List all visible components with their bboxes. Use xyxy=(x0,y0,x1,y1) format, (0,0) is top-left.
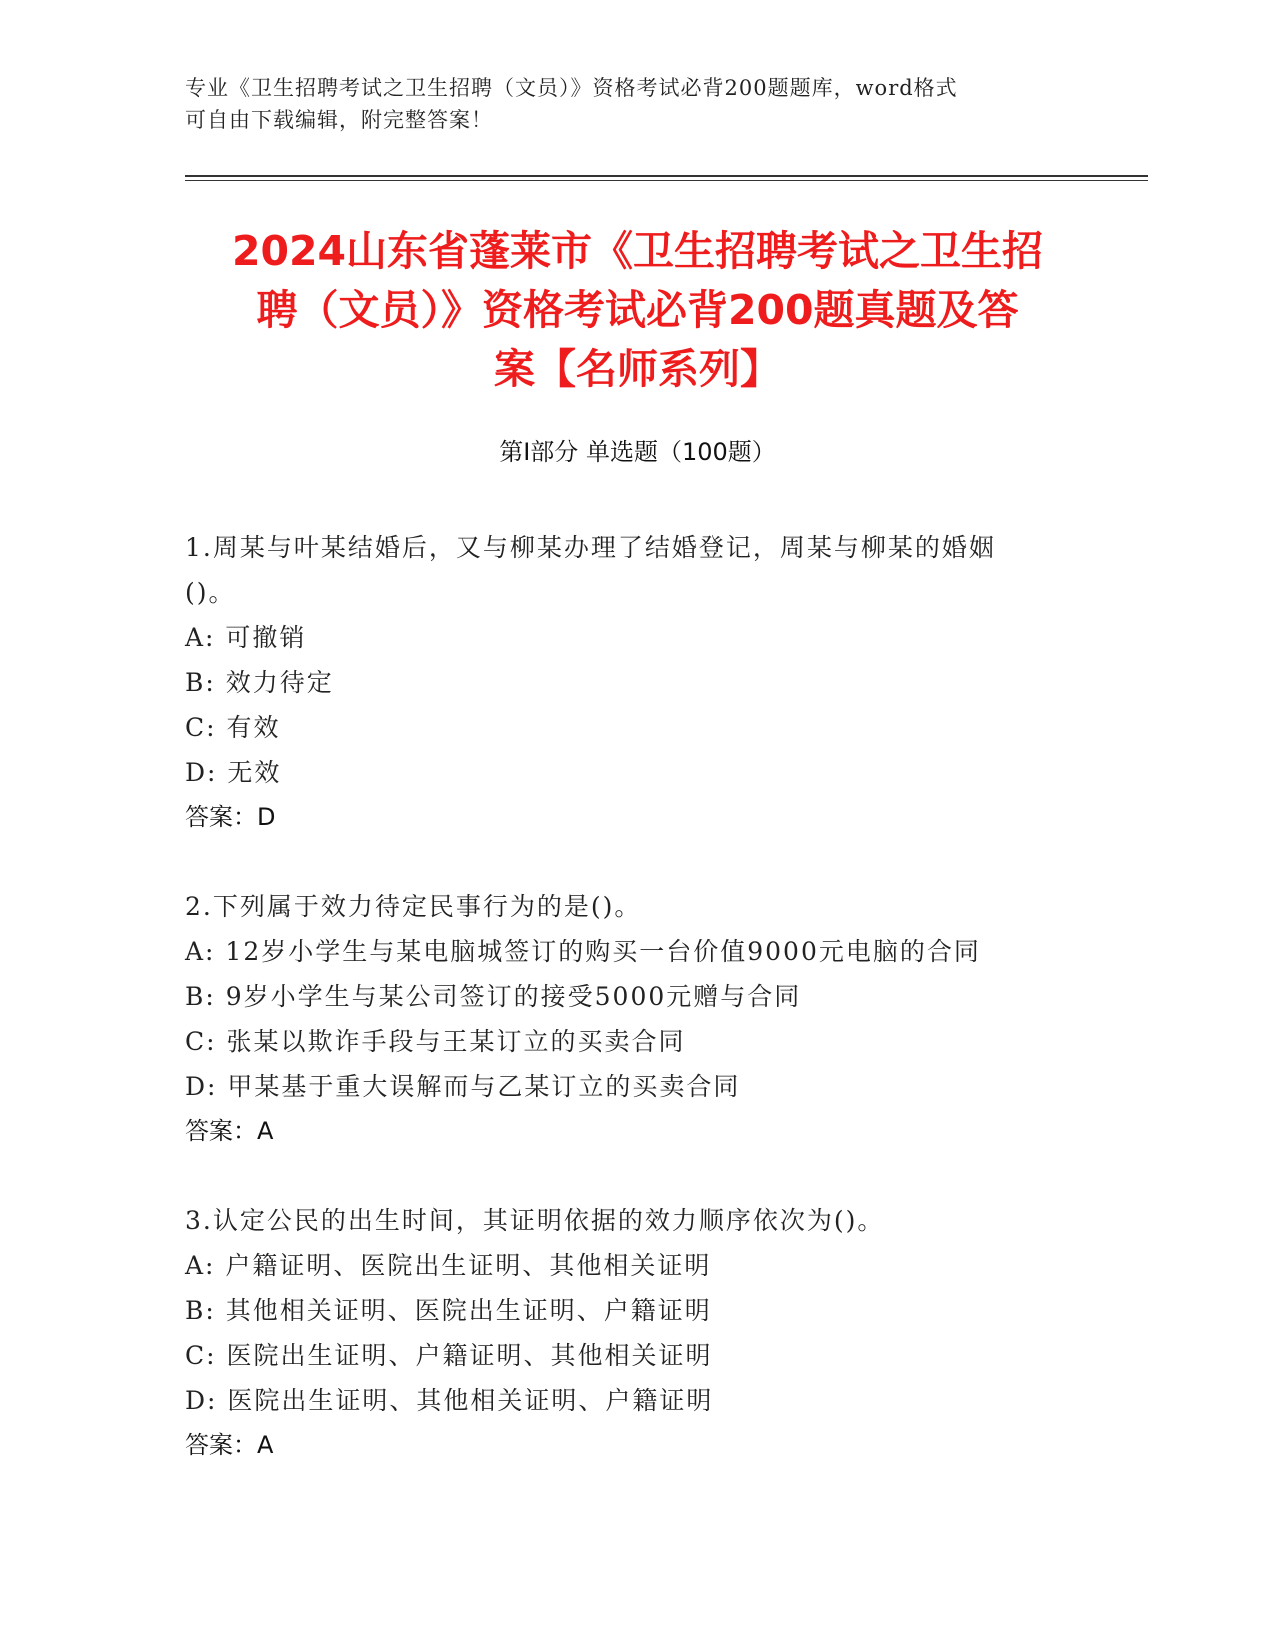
option-a: A: 户籍证明、医院出生证明、其他相关证明 xyxy=(185,1251,712,1280)
option-b: B: 9岁小学生与某公司签订的接受5000元赠与合同 xyxy=(185,982,802,1011)
header-divider-thin xyxy=(185,180,1148,181)
option-b: B: 效力待定 xyxy=(185,668,334,697)
header-divider-thick xyxy=(185,175,1148,177)
question-list xyxy=(185,525,1085,1512)
answer-line: 答案：A xyxy=(185,1431,274,1459)
header-note-line-2: 可自由下载编辑，附完整答案！ xyxy=(185,108,493,132)
option-d: D: 医院出生证明、其他相关证明、户籍证明 xyxy=(185,1386,714,1415)
option-a: A: 12岁小学生与某电脑城签订的购买一台价值9000元电脑的合同 xyxy=(185,937,981,966)
answer-line: 答案：A xyxy=(185,1117,274,1145)
option-d: D: 无效 xyxy=(185,758,282,787)
question-stem: 1.周某与叶某结婚后，又与柳某办理了结婚登记，周某与柳某的婚姻 xyxy=(185,533,996,562)
option-d: D: 甲某基于重大误解而与乙某订立的买卖合同 xyxy=(185,1072,741,1101)
question-1 xyxy=(185,525,1085,840)
option-c: C: 有效 xyxy=(185,713,281,742)
option-a: A: 可撤销 xyxy=(185,623,307,652)
document-title-line-3: 案【名师系列】 xyxy=(494,345,781,393)
document-title-line-1: 2024山东省蓬莱市《卫生招聘考试之卫生招 xyxy=(231,227,1044,275)
option-c: C: 张某以欺诈手段与王某订立的买卖合同 xyxy=(185,1027,686,1056)
option-c: C: 医院出生证明、户籍证明、其他相关证明 xyxy=(185,1341,713,1370)
option-b: B: 其他相关证明、医院出生证明、户籍证明 xyxy=(185,1296,712,1325)
section-title: 第I部分 单选题（100题） xyxy=(499,438,776,466)
document-title-line-2: 聘（文员）》资格考试必背200题真题及答 xyxy=(256,286,1019,334)
question-stem: 2.下列属于效力待定民事行为的是()。 xyxy=(185,892,642,921)
question-stem-continued: ()。 xyxy=(185,578,236,607)
question-3 xyxy=(185,1198,1085,1468)
document-title xyxy=(150,222,1125,399)
question-stem: 3.认定公民的出生时间，其证明依据的效力顺序依次为()。 xyxy=(185,1206,885,1235)
header-note xyxy=(185,72,1065,136)
question-2 xyxy=(185,884,1085,1154)
answer-line: 答案：D xyxy=(185,803,276,831)
header-note-line-1: 专业《卫生招聘考试之卫生招聘（文员）》资格考试必背200题题库，word格式 xyxy=(185,76,958,100)
